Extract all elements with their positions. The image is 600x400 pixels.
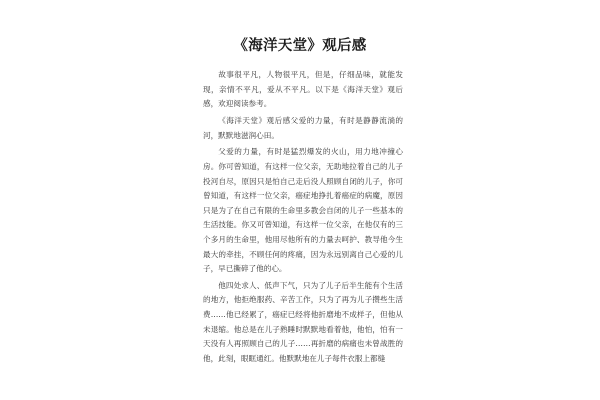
paragraph-intro: 故事很平凡，人物很平凡，但是，仔细品味，就能发现，亲情不平凡，爱从不平凡。以下是《海洋天堂》观后感，欢迎阅读参考。 (203, 70, 403, 109)
document-title: 《海洋天堂》观后感 (233, 37, 367, 54)
document-body (203, 68, 403, 369)
paragraph-father-sacrifice: 他四处求人、低声下气，只为了儿子后半生能有个生活的地方，他拒绝服药、辛苦工作，只为了再为儿子攒些生活费……他已经累了，癌症已经将他折磨地不成样子，但他从未退缩。他总是在儿子熟睡时默默地看着他，他怕，怕有一天没有人再照顾自己的儿子……再折磨的病痛也未曾战胜的他，此刻，眼眶通红。他默默地在儿子每件衣服上都缝 (203, 280, 403, 363)
paragraph-father-love-river: 《海洋天堂》观后感父爱的力量，有时是静静流淌的河，默默地滋润心田。 (203, 115, 403, 140)
paragraph-father-love-volcano: 父爱的力量，有时是猛烈爆发的火山，用力地冲撞心房。你可曾知道，有这样一位父亲，无助地拉着自己的儿子投河自尽，原因只是怕自己走后没人照顾自闭的儿子，你可曾知道，有这样一位父亲，癌症地挣扎着癌症的病魔，原因只是为了在自己有限的生命里多教会自闭的儿子一些基本的生活技能。你又可曾知道，有这样一位父亲，在他仅有的三个多月的生命里，他用尽他所有的力量去呵护、教导他今生最大的牵挂，不顾任何的疼痛，因为永远别离自己心爱的儿子，早已撕碎了他的心。 (203, 147, 403, 274)
